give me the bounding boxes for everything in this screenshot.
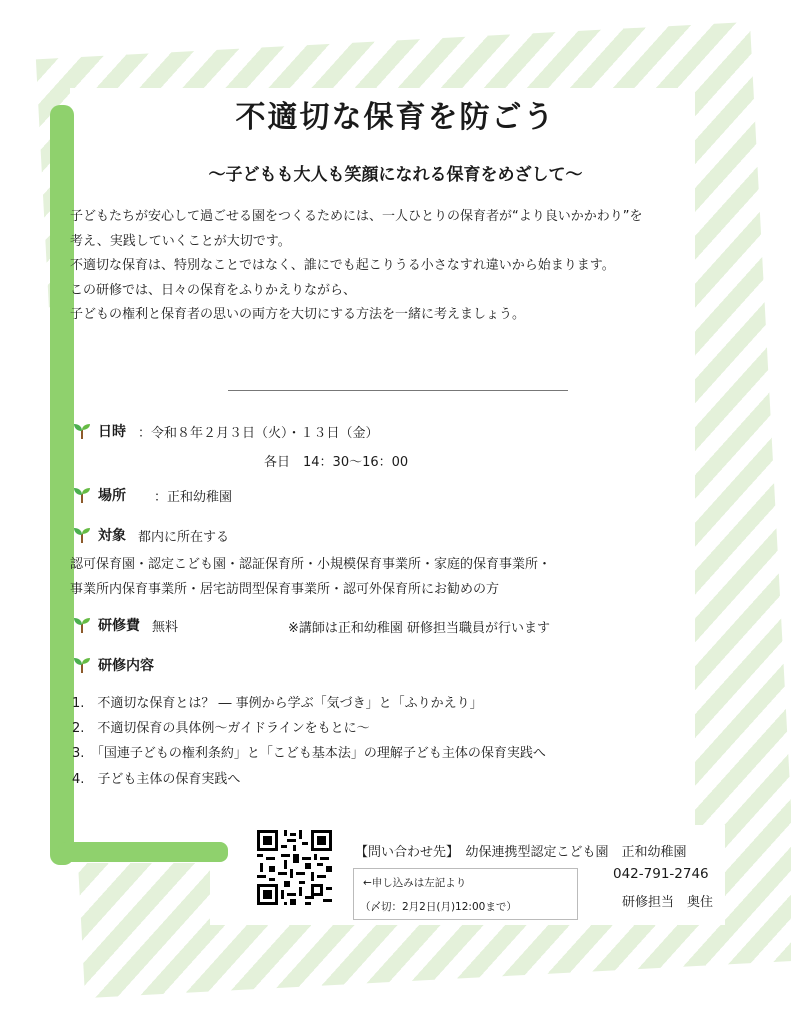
contact-phone: 042-791-2746 [613,866,709,882]
fee-row [72,615,178,635]
intro-line: 考え、実践していくことが大切です。 [70,233,291,249]
green-frame-bottom [58,842,228,862]
target-line-1: 認可保育園・認定こども園・認証保育所・小規模保育事業所・家庭的保育事業所・ [70,557,552,572]
page-title: 不適切な保育を防ごう [235,100,556,135]
date-time: 各日 14：30～16：00 [264,455,409,470]
target-value: 都内に所在する [138,529,230,545]
sprout-icon [72,486,92,504]
content-item: 2. 不適切保育の具体例～ガイドラインをもとに～ [72,721,370,736]
content-item: 1. 不適切な保育とは？ ― 事例から学ぶ「気づき」と「ふりかえり」 [72,696,483,711]
sprout-icon [72,656,92,674]
intro-text [70,205,710,328]
target-label: 対象 [98,528,126,544]
fee-note: ※講師は正和幼稚園 研修担当職員が行います [288,621,551,636]
date-value: ：令和８年２月３日（火）・１３日（金） [138,425,379,441]
place-label: 場所 [98,488,126,504]
content-item: 4. 子ども主体の保育実践へ [72,772,241,787]
sprout-icon [72,422,92,440]
date-row [72,421,379,441]
place-value: ：正和幼稚園 [154,489,233,505]
contact-person: 研修担当 奥住 [622,895,714,910]
place-row [72,485,232,505]
fee-value: 無料 [152,619,179,635]
sprout-icon [72,526,92,544]
divider-line [228,390,568,391]
sprout-icon [72,616,92,634]
content-row [72,655,166,675]
target-line-2: 事業所内保育事業所・居宅訪問型保育事業所・認可外保育所にお勧めの方 [70,582,500,597]
apply-deadline: （〆切：2月2日(月)12:00まで） [360,901,517,913]
intro-line: 子どもたちが安心して過ごせる園をつくるためには、一人ひとりの保育者が“より良いかかわり”を [70,209,643,224]
intro-line: この研修では、日々の保育をふりかえりながら、 [70,282,357,298]
content-item: 3. 「国連子どもの権利条約」と「こども基本法」の理解子ども主体の保育実践へ [72,746,546,761]
date-label: 日時 [98,424,126,440]
intro-line: 不適切な保育は、特別なことではなく、誰にでも起こりうる小さなすれ違いから始まります。 [70,258,615,274]
intro-line: 子どもの権利と保育者の思いの両方を大切にする方法を一緒に考えましょう。 [70,307,526,323]
fee-label: 研修費 [98,618,140,634]
qr-code[interactable] [257,830,332,905]
target-row [72,525,229,545]
content-label: 研修内容 [98,658,154,674]
contact-heading: 【問い合わせ先】 幼保連携型認定こども園 正和幼稚園 [355,845,687,860]
apply-note: ←申し込みは左記より [363,877,467,889]
page-subtitle: ～子どもも大人も笑顔になれる保育をめざして～ [208,165,583,185]
